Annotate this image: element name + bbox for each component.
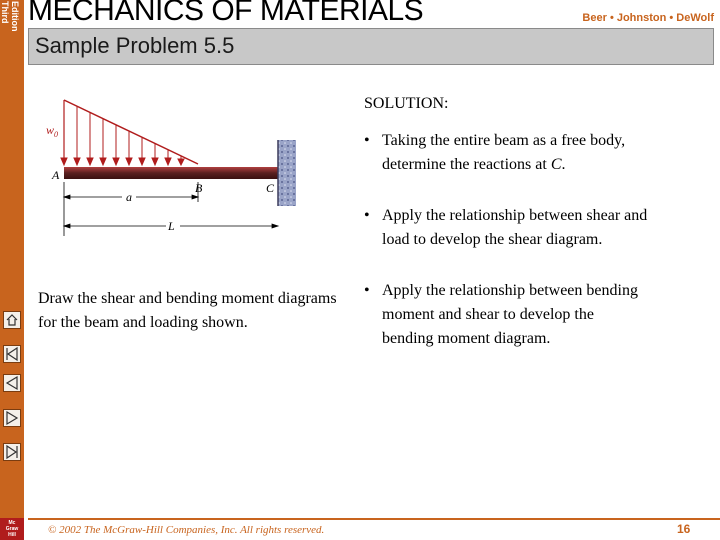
problem-statement: Draw the shear and bending moment diagrams for the beam and loading shown. [38, 290, 337, 331]
home-button[interactable] [3, 311, 21, 329]
header-title: MECHANICS OF MATERIALS [28, 0, 424, 27]
point-c-label: C [266, 181, 275, 195]
footer-divider [28, 518, 720, 520]
bullet-dot: • [364, 282, 370, 299]
bullet-2-line-2: load to develop the shear diagram. [382, 231, 603, 248]
last-slide-icon [4, 444, 20, 460]
dimension-a-label: a [126, 190, 132, 204]
fixed-support [278, 140, 296, 206]
beam [64, 167, 278, 179]
point-a-label: A [52, 168, 60, 182]
bullet-1-line-1: Taking the entire beam as a free body, [382, 132, 626, 149]
next-slide-icon [4, 410, 20, 426]
bullet-3-line-1: Apply the relationship between bending [382, 282, 638, 299]
edition-line1: Third [0, 1, 10, 24]
home-icon [4, 312, 20, 328]
slide-title-bar [28, 28, 714, 65]
previous-slide-icon [4, 375, 20, 391]
last-slide-button[interactable] [3, 443, 21, 461]
bullet-3-line-2: moment and shear to develop the [382, 306, 594, 323]
bullet-dot: • [364, 207, 370, 224]
publisher-logo: Mc Graw Hill [0, 518, 24, 540]
edition-line2: Edition [10, 1, 20, 32]
previous-slide-button[interactable] [3, 374, 21, 392]
bullet-dot: • [364, 132, 370, 149]
copyright-notice: © 2002 The McGraw-Hill Companies, Inc. All rights reserved. [48, 524, 325, 536]
beam-figure [40, 90, 320, 240]
solution-heading: SOLUTION: [364, 95, 449, 112]
bullet-2-line-1: Apply the relationship between shear and [382, 207, 648, 224]
authors: Beer • Johnston • DeWolf [582, 12, 714, 24]
solution-bullet-1 [364, 129, 714, 177]
point-b-label: B [195, 181, 203, 195]
dimension-l-label: L [168, 219, 175, 233]
page-number: 16 [677, 522, 691, 536]
first-slide-icon [4, 346, 20, 362]
load-label: $w_0$ [46, 123, 59, 139]
bullet-3-line-3: bending moment diagram. [382, 330, 551, 347]
first-slide-button[interactable] [3, 345, 21, 363]
slide-title: Sample Problem 5.5 [35, 33, 235, 58]
bullet-1-line-2: determine the reactions at C. [382, 156, 566, 173]
distributed-load [61, 100, 198, 165]
edition-label [0, 0, 24, 40]
solution-bullet-3 [364, 279, 714, 351]
next-slide-button[interactable] [3, 409, 21, 427]
solution-bullet-2 [364, 204, 714, 252]
